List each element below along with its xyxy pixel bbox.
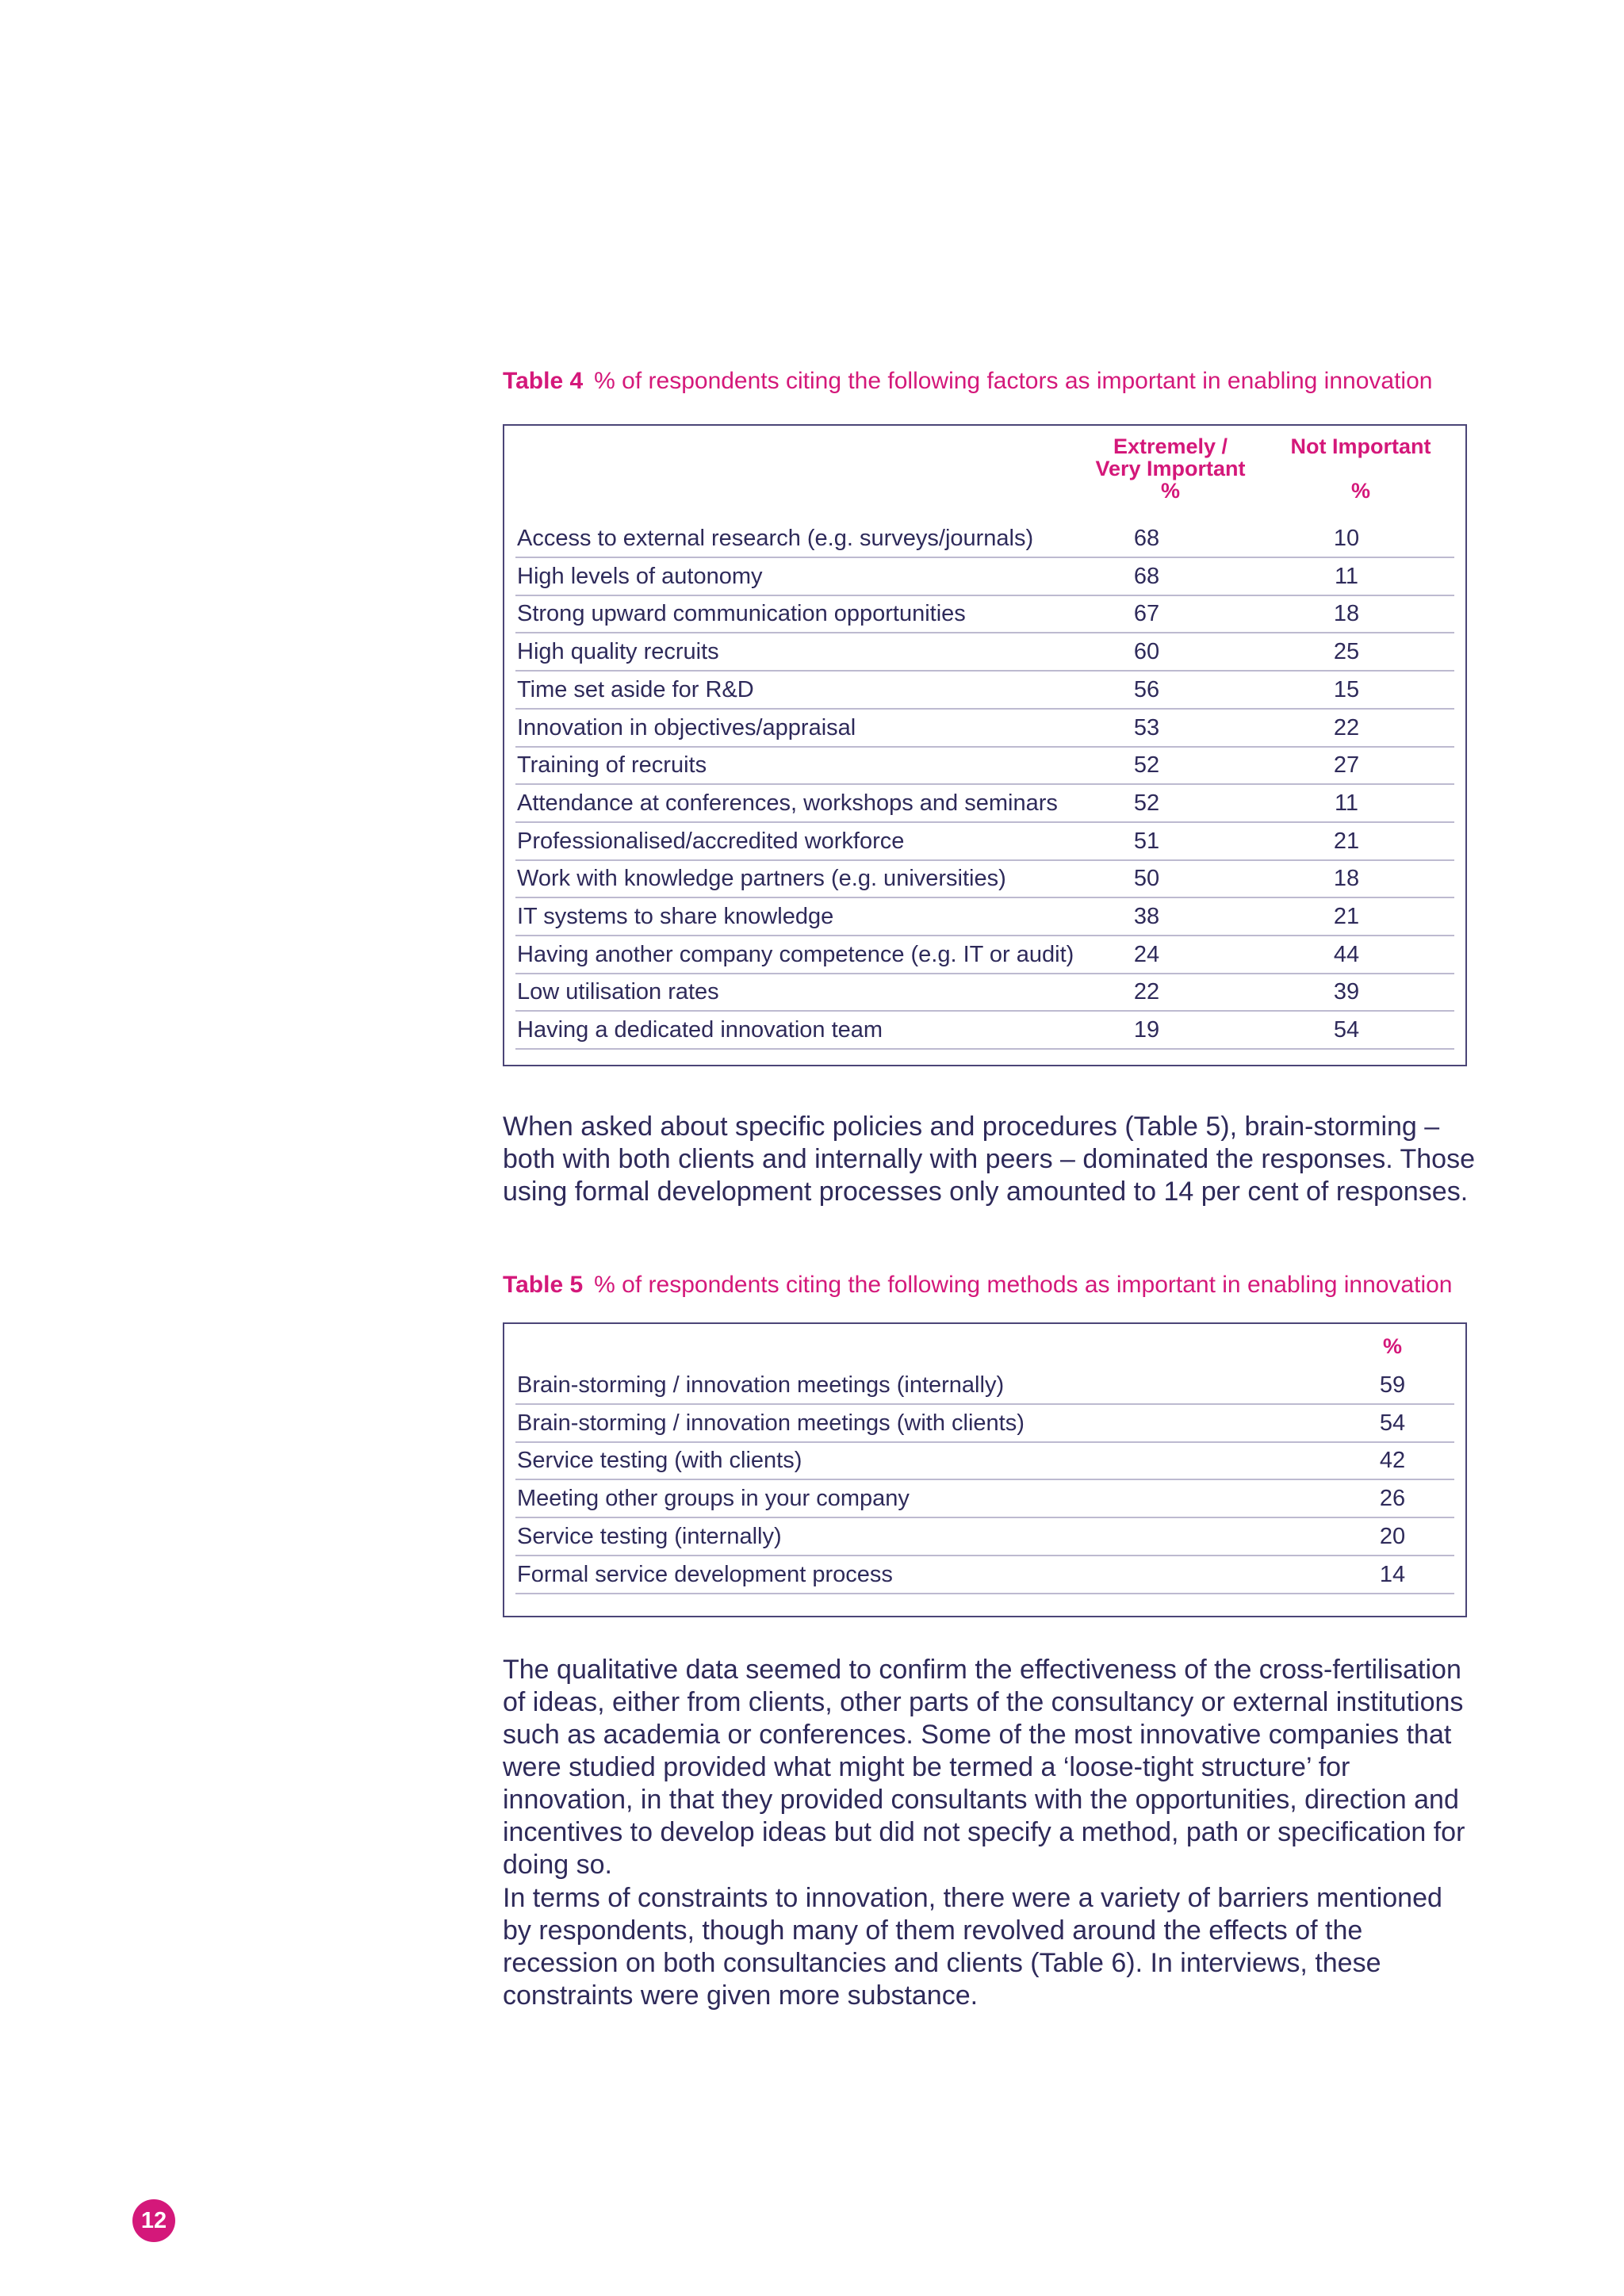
table4-col1-header-line2: Very Important [1095,457,1246,480]
important-value: 67 [1133,601,1160,627]
important-value: 52 [1133,790,1160,816]
important-value: 60 [1133,639,1160,665]
row-label: Brain-storming / innovation meetings (internally) [517,1372,1005,1398]
table-row [515,633,1454,672]
table-row [515,1479,1454,1518]
important-value: 19 [1133,1017,1160,1043]
method-value: 54 [1379,1410,1406,1436]
not-important-value: 27 [1333,752,1360,779]
important-value: 50 [1133,866,1160,892]
page-number: 12 [132,2199,175,2242]
row-label: Service testing (internally) [517,1523,782,1549]
not-important-value: 21 [1333,904,1360,929]
not-important-value: 11 [1334,563,1359,589]
row-label: Service testing (with clients) [517,1448,802,1474]
important-value: 68 [1133,526,1160,551]
table-row [515,595,1454,633]
not-important-value: 22 [1333,714,1360,740]
important-value: 53 [1133,714,1160,740]
table5-caption [503,1272,1453,1299]
table-row [515,936,1454,974]
not-important-value: 54 [1333,1017,1360,1043]
table4 [503,424,1467,1066]
important-value: 56 [1133,676,1160,702]
not-important-value: 39 [1333,979,1360,1005]
table-row [515,1556,1454,1594]
table4-col1-header-line1: Extremely / [1113,434,1228,458]
not-important-value: 25 [1333,639,1360,665]
paragraph-1: When asked about specific policies and procedures (Table 5), brain-storming – both with both clients and internally with peers – dominated the responses. Those using formal development processes only amounted to 14 per cent of responses. [503,1112,1475,1207]
table-row [515,557,1454,596]
table4-caption [503,368,1432,395]
important-value: 52 [1133,752,1160,779]
paragraph-2: The qualitative data seemed to confirm the effectiveness of the cross-fertilisation of ideas, either from clients, other parts of the consultancy or external institutions such as academia or conferences. Some of the most innovative companies that were studied provided what might be termed a ‘loose-tight structure’ for innovation, in that they provided consultants with the opportunities, direction and incentives to develop ideas but did not specify a method, path or specification for doing so. [503,1655,1465,1880]
row-label: Training of recruits [517,752,707,779]
table-row [515,784,1454,823]
row-label: Access to external research (e.g. surveys/journals) [517,526,1034,551]
method-value: 14 [1379,1561,1406,1587]
table5 [503,1322,1467,1617]
row-label: Low utilisation rates [517,979,719,1005]
table4-col1-unit: % [1160,479,1180,503]
not-important-value: 18 [1333,866,1360,892]
table5-caption-text: % of respondents citing the following methods as important in enabling innovation [594,1272,1453,1298]
row-label: Innovation in objectives/appraisal [517,714,856,740]
table-row [515,973,1454,1012]
not-important-value: 18 [1333,601,1360,627]
row-label: Work with knowledge partners (e.g. universities) [517,866,1006,892]
table-row [515,671,1454,710]
table-row [515,746,1454,785]
row-label: Strong upward communication opportunities [517,601,966,627]
table4-label: Table 4 [503,368,584,394]
table4-col2-header [1266,435,1456,502]
table-row [515,709,1454,748]
important-value: 38 [1133,904,1160,929]
method-value: 20 [1379,1523,1406,1549]
table4-col2-unit: % [1350,479,1370,503]
not-important-value: 21 [1333,828,1360,854]
table4-caption-text: % of respondents citing the following factors as important in enabling innovation [594,368,1433,394]
table-row [515,1441,1454,1480]
not-important-value: 10 [1333,526,1360,551]
table-row [515,519,1454,558]
table-row [515,822,1454,861]
important-value: 68 [1133,563,1160,589]
table-row [515,1517,1454,1556]
table-row [515,1404,1454,1443]
important-value: 24 [1133,941,1160,967]
not-important-value: 15 [1333,676,1360,702]
row-label: Having a dedicated innovation team [517,1017,883,1043]
table5-col-unit: % [1382,1334,1402,1358]
table5-label: Table 5 [503,1272,584,1298]
not-important-value: 11 [1334,790,1359,816]
row-label: IT systems to share knowledge [517,904,834,929]
table4-col2-header-text: Not Important [1290,434,1431,458]
row-label: Formal service development process [517,1561,893,1587]
method-value: 59 [1379,1372,1406,1398]
row-label: High quality recruits [517,639,719,665]
table-row [515,1011,1454,1050]
row-label: Attendance at conferences, workshops and seminars [517,790,1058,816]
row-label: Having another company competence (e.g. IT or audit) [517,941,1074,967]
row-label: Brain-storming / innovation meetings (with clients) [517,1410,1025,1436]
row-label: Meeting other groups in your company [517,1486,910,1512]
row-label: Time set aside for R&D [517,676,754,702]
method-value: 26 [1379,1486,1406,1512]
table-row [515,1366,1454,1405]
important-value: 51 [1133,828,1160,854]
not-important-value: 44 [1333,941,1360,967]
table-row [515,897,1454,936]
paragraph-3: In terms of constraints to innovation, there were a variety of barriers mentioned by respondents, though many of them revolved around the effects of the recession on both consultancies and clients (Table 6). In interviews, these constraints were given more substance. [503,1883,1442,2011]
table4-col1-header [1075,435,1266,502]
table-row [515,859,1454,898]
important-value: 22 [1133,979,1160,1005]
method-value: 42 [1379,1448,1406,1474]
row-label: Professionalised/accredited workforce [517,828,905,854]
row-label: High levels of autonomy [517,563,763,589]
